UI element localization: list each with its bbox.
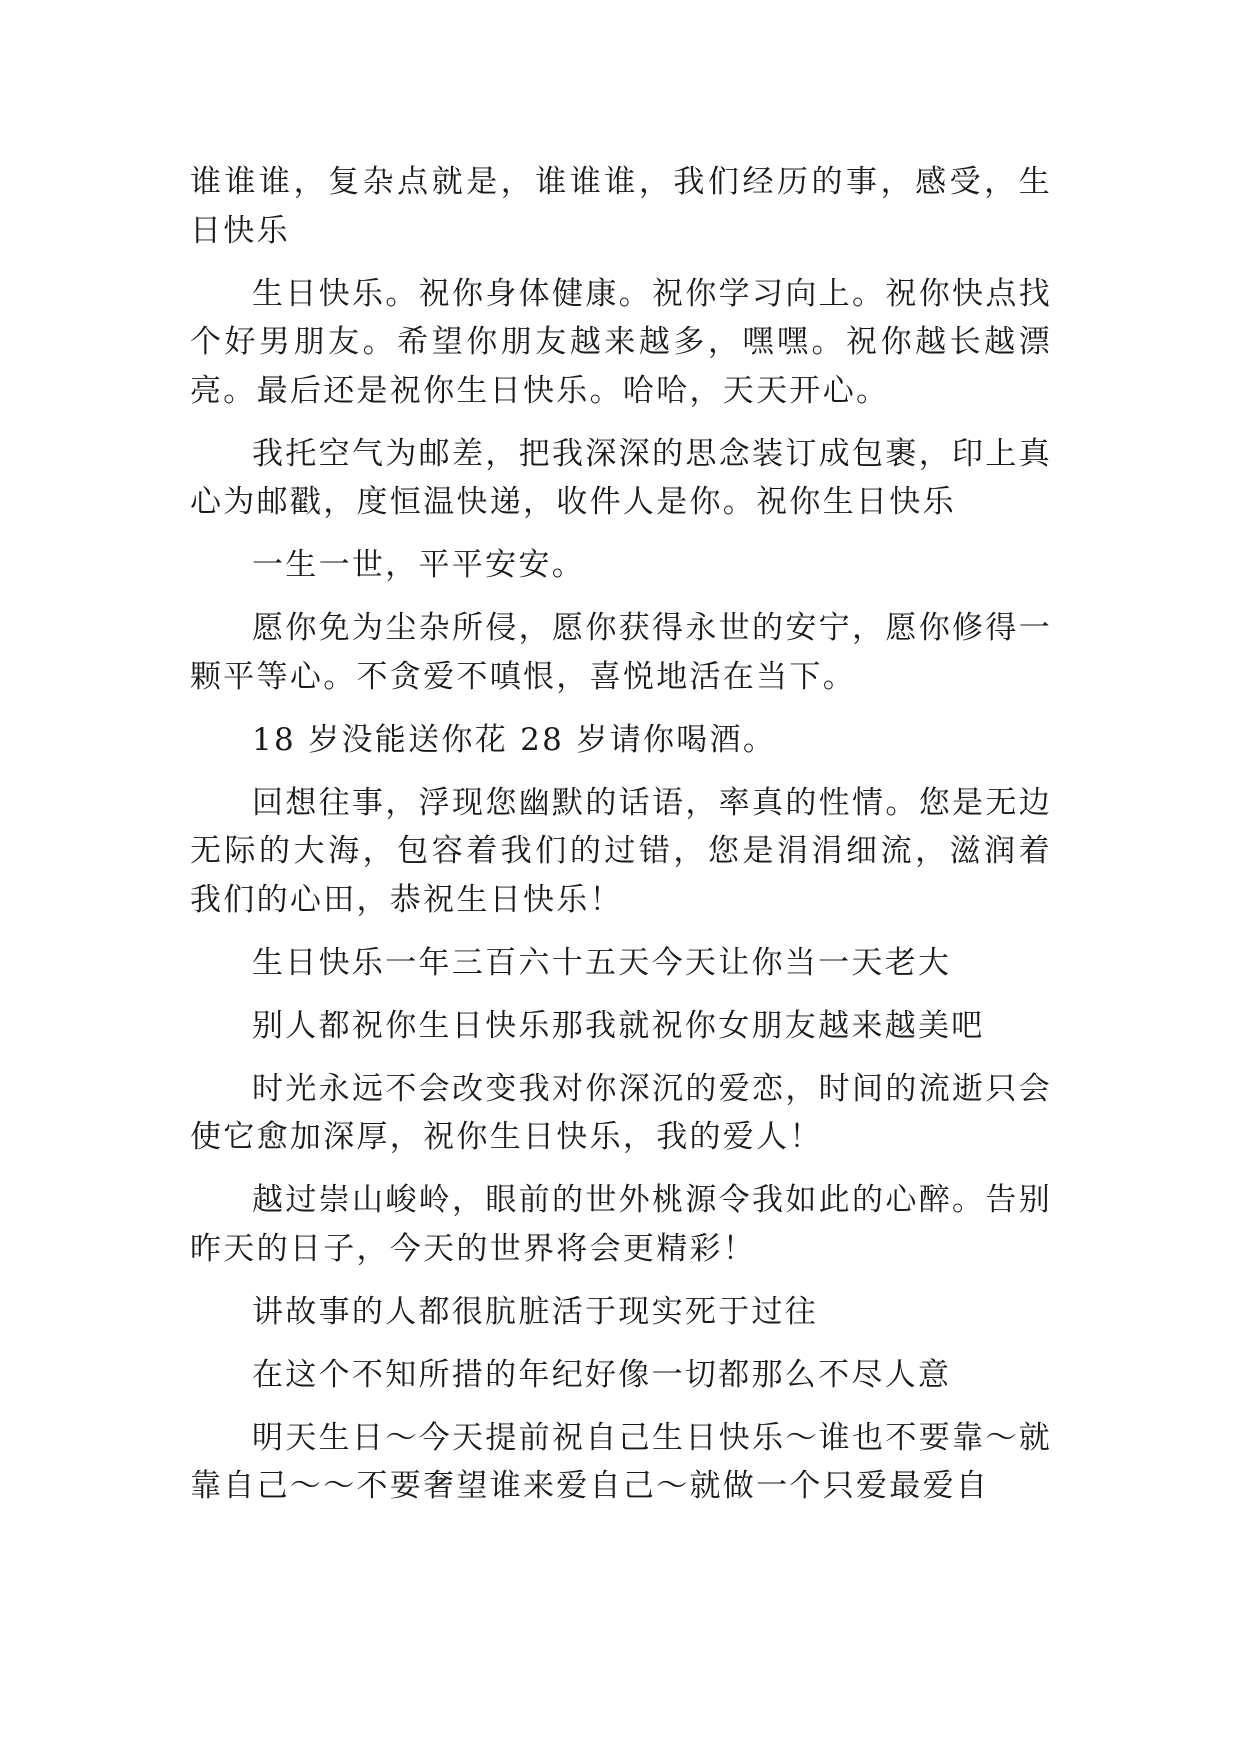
paragraph: 在这个不知所措的年纪好像一切都那么不尽人意 (252, 1356, 952, 1393)
paragraph: 回想往事，浮现您幽默的话语，率真的性情。您是无边无际的大海，包容着我们的过错，您是涓涓细流，滋润着我们的心田，恭祝生日快乐！ (190, 784, 1052, 918)
paragraph: 生日快乐一年三百六十五天今天让你当一天老大 (252, 944, 952, 981)
paragraph: 愿你免为尘杂所侵，愿你获得永世的安宁，愿你修得一颗平等心。不贪爱不嗔恨，喜悦地活在当下。 (190, 610, 1052, 695)
paragraph: 18 岁没能送你花 28 岁请你喝酒。 (252, 721, 777, 758)
paragraph: 越过崇山峻岭，眼前的世外桃源令我如此的心醉。告别昨天的日子，今天的世界将会更精彩！ (190, 1182, 1052, 1267)
paragraph: 明天生日～今天提前祝自己生日快乐～谁也不要靠～就靠自己～～不要奢望谁来爱自己～就做一个只爱最爱自 (190, 1419, 1052, 1504)
paragraph: 生日快乐。祝你身体健康。祝你学习向上。祝你快点找个好男朋友。希望你朋友越来越多，嘿嘿。祝你越长越漂亮。最后还是祝你生日快乐。哈哈，天天开心。 (190, 275, 1052, 409)
paragraph: 谁谁谁，复杂点就是，谁谁谁，我们经历的事，感受，生日快乐 (190, 164, 1052, 249)
paragraph: 我托空气为邮差，把我深深的思念装订成包裹，印上真心为邮戳，度恒温快递，收件人是你。祝你生日快乐 (190, 435, 1052, 520)
paragraph: 一生一世，平平安安。 (252, 547, 585, 583)
document-body (190, 158, 1052, 1525)
paragraph: 讲故事的人都很肮脏活于现实死于过往 (252, 1293, 819, 1330)
paragraph: 别人都祝你生日快乐那我就祝你女朋友越来越美吧 (252, 1007, 985, 1044)
paragraph: 时光永远不会改变我对你深沉的爱恋，时间的流逝只会使它愈加深厚，祝你生日快乐，我的爱人！ (190, 1070, 1052, 1155)
